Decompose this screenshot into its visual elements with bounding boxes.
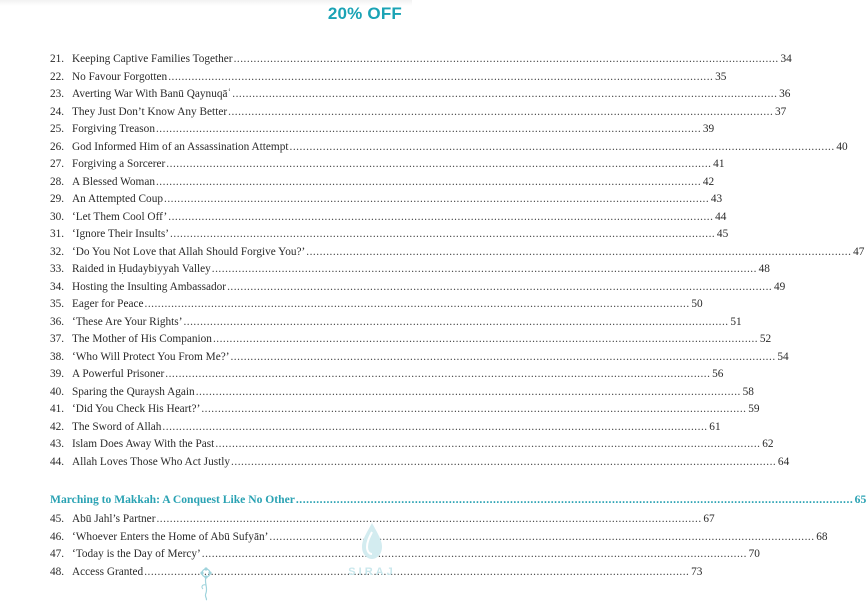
- dot-leader: [164, 193, 709, 205]
- dot-leader: [306, 246, 851, 258]
- entry-title: Averting War With Banū Qaynuqāʿ: [72, 88, 232, 100]
- entry-title: Raided in Ḥudaybiyyah Valley: [72, 263, 211, 275]
- entry-number: 42.: [50, 420, 65, 433]
- dot-leader: [230, 351, 775, 363]
- dot-leader: [213, 333, 758, 345]
- toc-entry[interactable]: [50, 53, 792, 71]
- entry-title: The Mother of His Companion: [72, 333, 212, 345]
- entry-title: Abū Jahl’s Partner: [72, 513, 156, 525]
- entry-page-number: 67: [703, 513, 715, 525]
- dot-leader: [156, 123, 701, 135]
- drop-logo-icon: [360, 522, 384, 560]
- toc-entry[interactable]: [50, 88, 791, 106]
- dot-leader: [144, 566, 689, 578]
- entry-title: A Powerful Prisoner: [72, 368, 165, 380]
- watermark-text: SIRAJ: [348, 566, 396, 578]
- section-title: Marching to Makkah: A Conquest Like No Other: [50, 493, 295, 506]
- toc-entry[interactable]: [50, 350, 789, 369]
- entry-page-number: 58: [742, 385, 754, 398]
- entry-page-number: 34: [780, 53, 792, 65]
- section-page-number: 65: [854, 493, 866, 506]
- entry-number: 44.: [50, 455, 65, 468]
- toc-entry[interactable]: [50, 513, 715, 531]
- entry-page-number: 59: [748, 403, 760, 415]
- entry-title: The Sword of Allah: [72, 420, 162, 433]
- dot-leader: [231, 456, 776, 468]
- entry-page-number: 40: [836, 140, 848, 153]
- entry-page-number: 70: [748, 548, 760, 560]
- entry-page-number: 56: [712, 368, 724, 380]
- entry-page-number: 49: [773, 280, 786, 293]
- section-spacer: [50, 473, 362, 493]
- toc-entry[interactable]: [50, 368, 724, 386]
- toc-entry[interactable]: [50, 158, 725, 176]
- toc-entry[interactable]: [50, 333, 772, 351]
- entry-number: 45.: [50, 513, 65, 525]
- entry-page-number: 39: [702, 123, 715, 135]
- entry-number: 32.: [50, 245, 65, 258]
- toc-entry[interactable]: [50, 420, 721, 439]
- dot-leader: [156, 513, 701, 525]
- dot-leader: [227, 281, 772, 293]
- dot-leader: [168, 71, 713, 83]
- entry-page-number: 62: [762, 438, 774, 450]
- entry-title: ‘Let Them Cool Off’: [72, 210, 168, 223]
- dot-leader: [166, 158, 711, 170]
- entry-title: ‘Who Will Protect You From Me?’: [72, 350, 230, 363]
- entry-title: Sparing the Quraysh Again: [72, 385, 195, 398]
- entry-title: Islam Does Away With the Past: [72, 438, 215, 450]
- entry-page-number: 45: [716, 228, 729, 240]
- entry-title: Eager for Peace: [72, 298, 144, 310]
- entry-number: 43.: [50, 438, 65, 450]
- entry-title: God Informed Him of an Assassination Attempt: [72, 140, 289, 153]
- entry-page-number: 61: [709, 420, 721, 433]
- toc-entry[interactable]: [50, 530, 828, 549]
- entry-page-number: 51: [730, 315, 742, 328]
- entry-number: 21.: [50, 53, 65, 65]
- toc-entry[interactable]: [50, 548, 760, 566]
- entry-number: 48.: [50, 565, 65, 578]
- toc-entry[interactable]: [50, 175, 715, 194]
- entry-title: Forgiving a Sorcerer: [72, 158, 166, 170]
- dot-leader: [170, 228, 715, 240]
- toc-entry[interactable]: [50, 315, 742, 334]
- dot-leader: [296, 493, 853, 506]
- entry-number: 24.: [50, 105, 65, 118]
- entry-number: 35.: [50, 298, 65, 310]
- dot-leader: [183, 316, 728, 328]
- toc-entry[interactable]: [50, 280, 786, 299]
- entry-page-number: 64: [777, 455, 790, 468]
- entry-page-number: 50: [691, 298, 703, 310]
- toc-entries-part-1: [50, 53, 865, 473]
- toc-entry[interactable]: [50, 385, 754, 404]
- entry-title: Forgiving Treason: [72, 123, 155, 135]
- entry-title: ‘Do You Not Love that Allah Should Forgive You?’: [72, 245, 306, 258]
- entry-page-number: 54: [777, 350, 789, 363]
- floral-ornament-icon: [196, 565, 216, 600]
- entry-page-number: 43: [710, 193, 723, 205]
- entry-number: 30.: [50, 210, 65, 223]
- dot-leader: [290, 141, 835, 153]
- toc-entry[interactable]: [50, 438, 774, 456]
- entry-number: 36.: [50, 315, 65, 328]
- dot-leader: [232, 88, 777, 100]
- entry-page-number: 35: [715, 70, 727, 83]
- toc-section-heading[interactable]: [50, 493, 866, 513]
- entry-number: 41.: [50, 403, 65, 415]
- toc-entry[interactable]: [50, 140, 848, 159]
- entry-page-number: 52: [759, 333, 772, 345]
- entry-page-number: 37: [775, 105, 787, 118]
- entry-number: 34.: [50, 280, 65, 293]
- entry-page-number: 44: [715, 210, 727, 223]
- dot-leader: [215, 438, 760, 450]
- dot-leader: [156, 176, 701, 188]
- entry-number: 22.: [50, 70, 65, 83]
- entry-number: 23.: [50, 88, 65, 100]
- entry-number: 26.: [50, 140, 65, 153]
- entry-title: ‘Today is the Day of Mercy’: [72, 548, 201, 560]
- toc-entry[interactable]: [50, 403, 760, 421]
- entry-title: They Just Don’t Know Any Better: [72, 105, 228, 118]
- toc-entry[interactable]: [50, 245, 865, 264]
- entry-page-number: 68: [816, 530, 828, 543]
- entry-number: 31.: [50, 228, 65, 240]
- entry-page-number: 73: [691, 565, 703, 578]
- entry-page-number: 41: [713, 158, 725, 170]
- entry-number: 40.: [50, 385, 65, 398]
- entry-title: Keeping Captive Families Together: [72, 53, 233, 65]
- entry-number: 33.: [50, 263, 65, 275]
- dot-leader: [234, 53, 779, 65]
- dot-leader: [202, 548, 747, 560]
- dot-leader: [145, 298, 690, 310]
- toc-entry[interactable]: [50, 210, 727, 229]
- entry-title: An Attempted Coup: [72, 193, 163, 205]
- entry-page-number: 48: [758, 263, 770, 275]
- siraj-watermark: [342, 522, 402, 592]
- toc-entry[interactable]: [50, 228, 729, 246]
- entry-number: 46.: [50, 530, 65, 543]
- entry-number: 29.: [50, 193, 65, 205]
- dot-leader: [201, 403, 746, 415]
- entry-number: 37.: [50, 333, 65, 345]
- dot-leader: [212, 263, 757, 275]
- entry-page-number: 36: [779, 88, 791, 100]
- entry-title: ‘Ignore Their Insults’: [72, 228, 170, 240]
- entry-title: A Blessed Woman: [72, 175, 155, 188]
- entry-title: ‘Did You Check His Heart?’: [72, 403, 201, 415]
- entry-title: Hosting the Insulting Ambassador: [72, 280, 227, 293]
- toc-entry[interactable]: [50, 263, 770, 281]
- dot-leader: [165, 368, 710, 380]
- toc-entry[interactable]: [50, 105, 787, 124]
- dot-leader: [162, 421, 707, 433]
- dot-leader: [196, 386, 741, 398]
- entry-number: 28.: [50, 175, 65, 188]
- entry-title: ‘These Are Your Rights’: [72, 315, 183, 328]
- toc-entry[interactable]: [50, 193, 723, 211]
- entry-number: 47.: [50, 548, 65, 560]
- dot-leader: [228, 106, 773, 118]
- toc-entry[interactable]: [50, 298, 703, 316]
- entry-title: ‘Whoever Enters the Home of Abū Sufyān’: [72, 530, 269, 543]
- entry-number: 38.: [50, 350, 65, 363]
- toc-entry[interactable]: [50, 455, 790, 474]
- entry-title: No Favour Forgotten: [72, 70, 168, 83]
- entry-page-number: 42: [702, 175, 715, 188]
- toc-entry[interactable]: [50, 123, 715, 141]
- entry-number: 27.: [50, 158, 65, 170]
- toc-entry[interactable]: [50, 70, 727, 89]
- entry-title: Allah Loves Those Who Act Justly: [72, 455, 231, 468]
- entry-number: 39.: [50, 368, 65, 380]
- discount-badge: 20% OFF: [327, 4, 402, 23]
- dot-leader: [168, 211, 713, 223]
- entry-title: Access Granted: [72, 565, 144, 578]
- entry-number: 25.: [50, 123, 65, 135]
- entry-page-number: 47: [853, 245, 865, 258]
